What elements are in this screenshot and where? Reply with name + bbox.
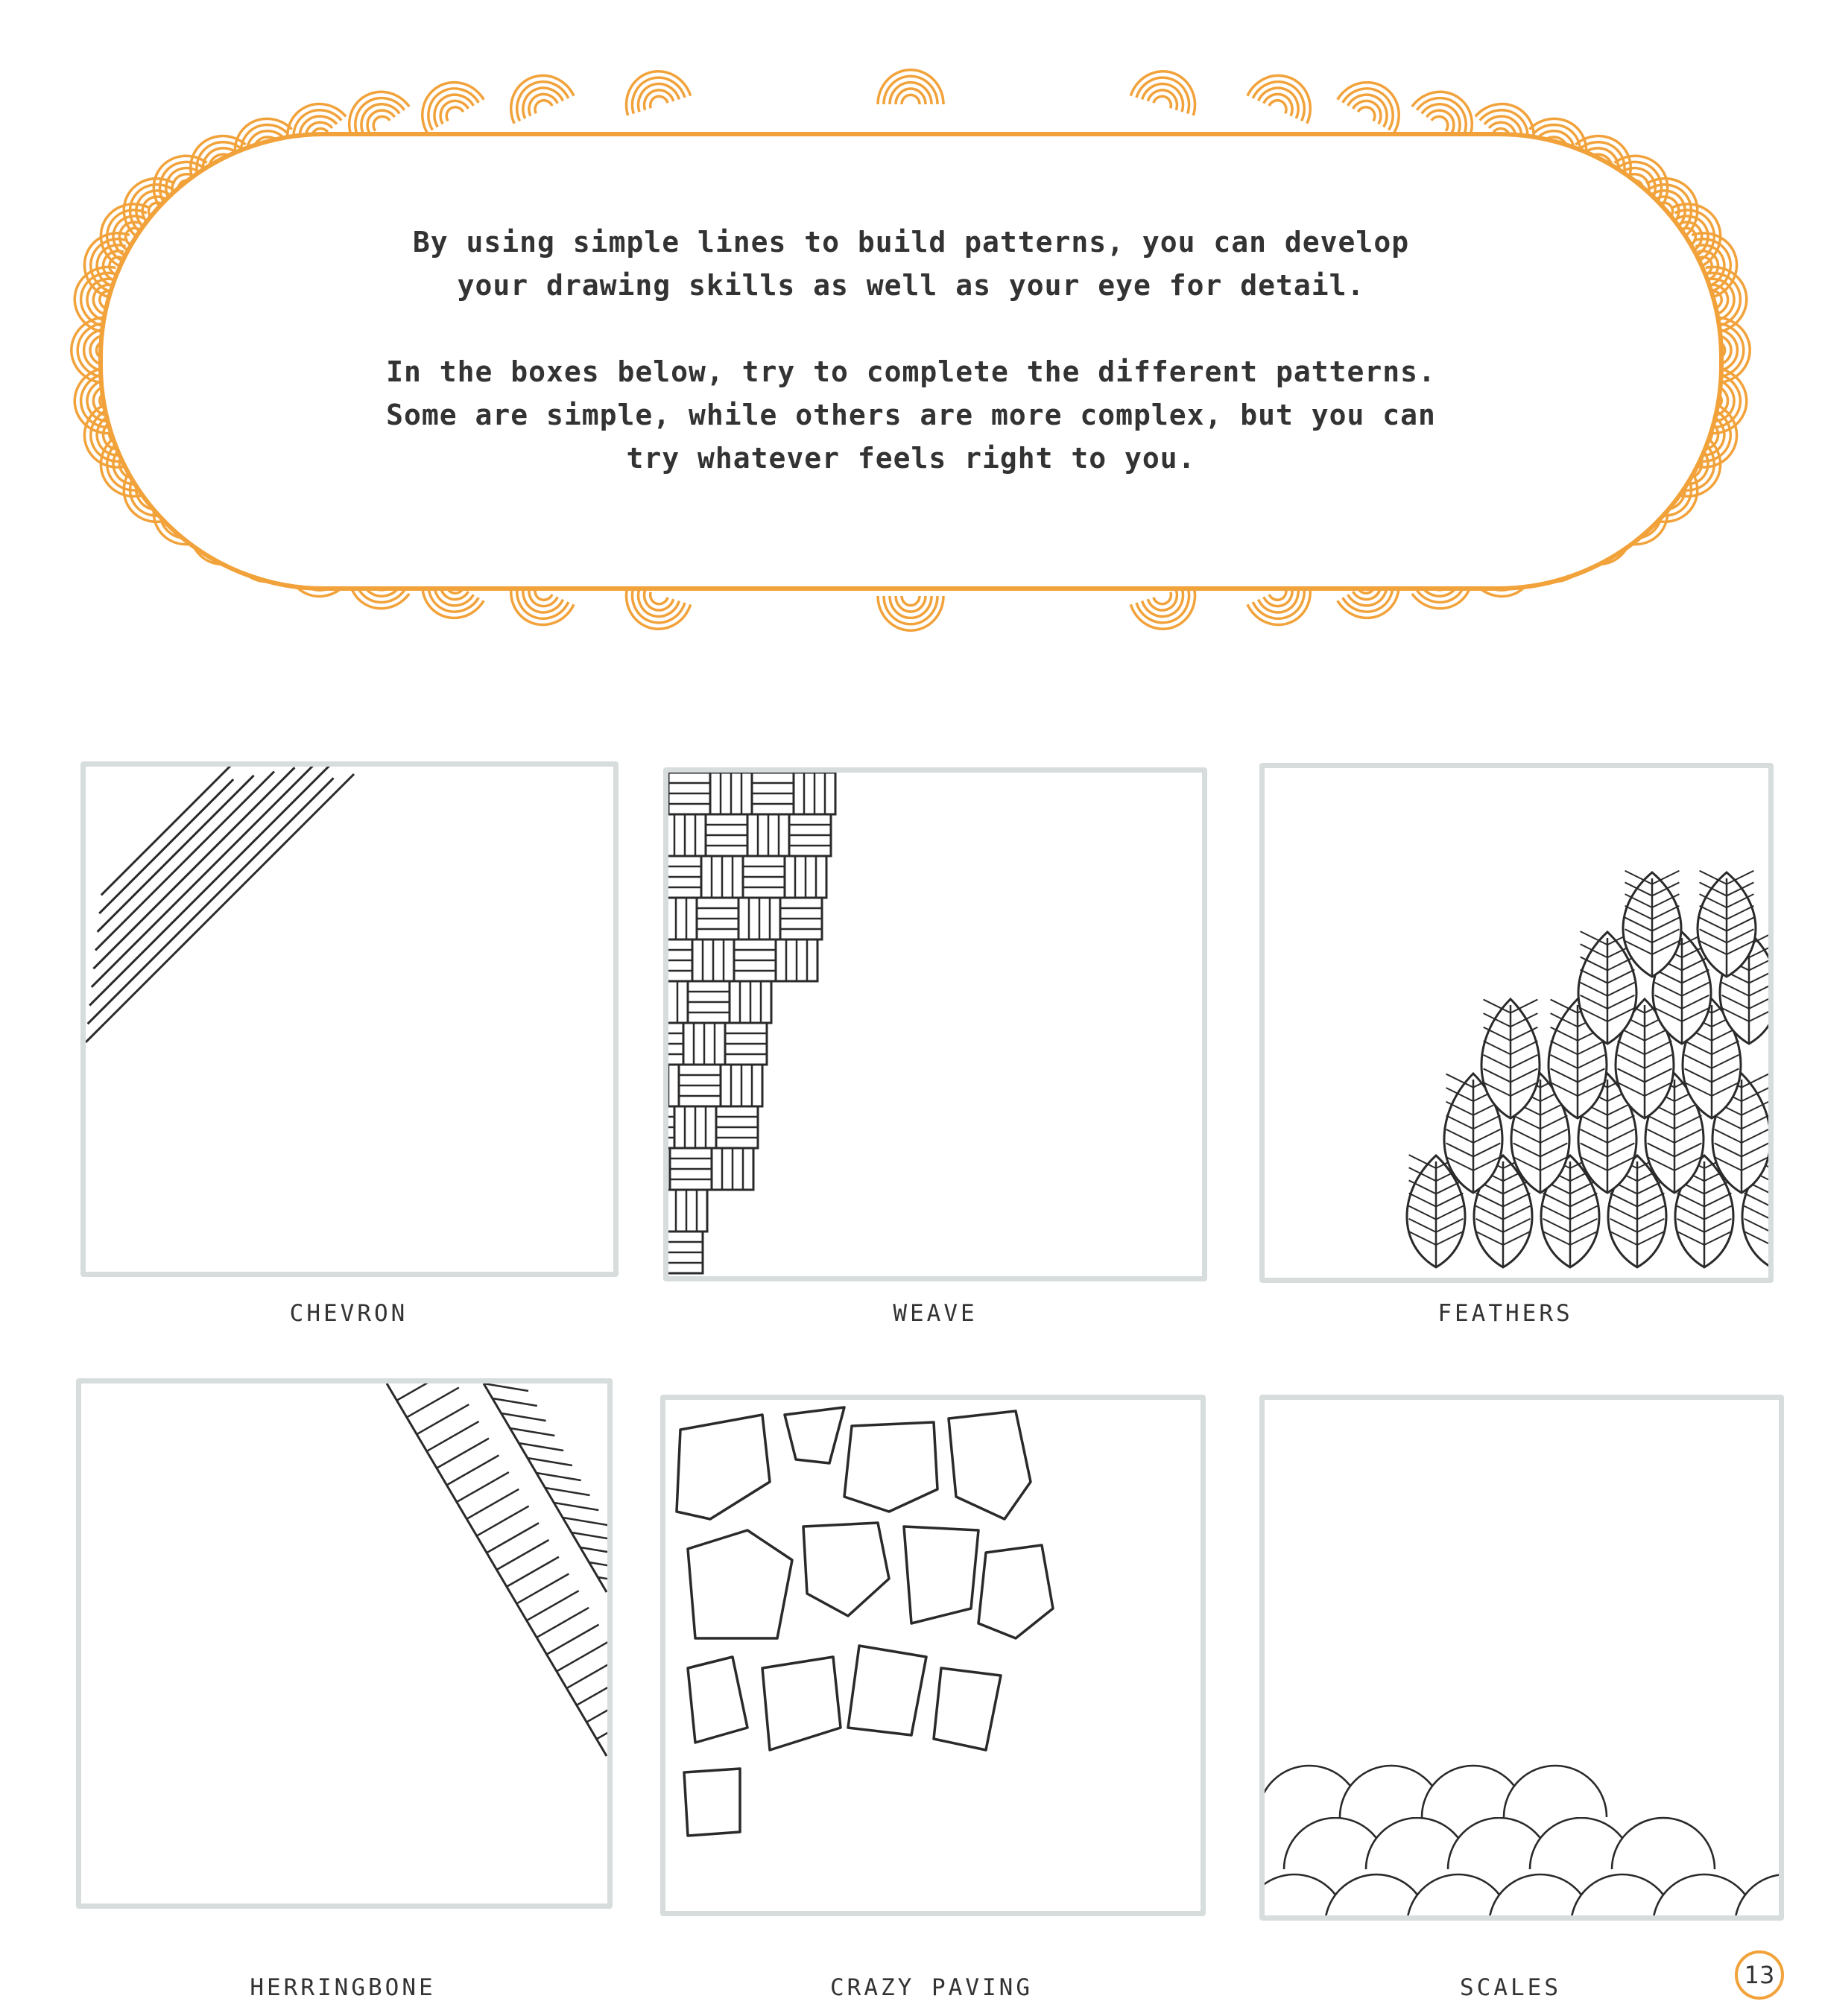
weave-tile [776, 939, 817, 981]
weave-tile [668, 856, 701, 898]
intro-paragraph-2: In the boxes below, try to complete the different patterns. Some are simple, while others are more complex, but you can try whatever feels right to you. [386, 355, 1436, 475]
paving-stone [803, 1523, 889, 1616]
scallop-icon [1130, 585, 1203, 637]
weave-tile [780, 898, 822, 939]
weave-tile [716, 1106, 758, 1148]
weave-pattern-box[interactable] [663, 767, 1207, 1281]
scallop-icon [618, 585, 691, 637]
weave-tile [738, 898, 780, 939]
weave-tile [730, 981, 771, 1023]
chevron-line [98, 776, 254, 932]
paving-stone [762, 1657, 841, 1750]
weave-tile [789, 814, 831, 856]
chevron-label: CHEVRON [289, 1300, 408, 1327]
chevron-line [93, 767, 294, 969]
herringbone-label: HERRINGBONE [250, 1974, 436, 2001]
scallop-icon [1247, 65, 1321, 124]
paving-stone [677, 1415, 770, 1519]
weave-label: WEAVE [893, 1300, 978, 1327]
scallop-icon [878, 70, 943, 104]
weave-tile [692, 939, 734, 981]
chevron-line [95, 772, 274, 951]
intro-text [224, 221, 1598, 523]
scales-pattern-box[interactable] [1259, 1395, 1784, 1921]
weave-tile [668, 939, 692, 981]
paving-stone [978, 1545, 1053, 1638]
chevron-line [88, 778, 334, 1024]
weave-tile [785, 856, 826, 898]
weave-pattern-drawing [668, 773, 1207, 1281]
weave-tile [701, 856, 743, 898]
weave-tile [679, 1065, 721, 1106]
weave-tile [668, 773, 710, 814]
paving-stone [949, 1411, 1031, 1519]
chevron-pattern-box[interactable] [80, 761, 619, 1277]
scales-pattern-drawing [1265, 1400, 1784, 1921]
scallop-icon [618, 63, 691, 115]
weave-tile [668, 1232, 703, 1273]
scallop-icon [410, 70, 484, 133]
chevron-line [99, 779, 233, 913]
weave-tile [743, 856, 785, 898]
chevron-line [86, 774, 354, 1042]
weave-tile [721, 1065, 762, 1106]
paving-stone [904, 1527, 978, 1623]
intro-paragraph-1: By using simple lines to build patterns, you can develop your drawing skills as well as your eye for detail. [412, 226, 1410, 302]
chevron-pattern-drawing [86, 767, 619, 1277]
crazy-paving-pattern-drawing [665, 1400, 1206, 1916]
paving-stone [684, 1769, 740, 1836]
herringbone-pattern-box[interactable] [76, 1378, 613, 1909]
paving-stone [785, 1407, 844, 1463]
weave-tile [668, 814, 706, 856]
herringbone-pattern-drawing [81, 1383, 613, 1909]
weave-tile [683, 1023, 725, 1065]
chevron-line [92, 767, 315, 987]
crazy-paving-pattern-box[interactable] [660, 1395, 1206, 1916]
scallop-icon [1338, 70, 1411, 133]
scallop-icon [1130, 63, 1203, 115]
paving-stone [848, 1646, 926, 1735]
weave-tile [752, 773, 794, 814]
weave-tile [688, 981, 730, 1023]
weave-tile [668, 898, 697, 939]
weave-tile [668, 1190, 707, 1232]
weave-tile [706, 814, 747, 856]
feathers-label: FEATHERS [1437, 1300, 1573, 1327]
scale-arc [1612, 1818, 1715, 1869]
scale-arc [1735, 1874, 1784, 1921]
weave-tile [668, 1023, 683, 1065]
weave-tile [668, 981, 688, 1023]
crazy-paving-label: CRAZY PAVING [830, 1974, 1033, 2001]
scallop-icon [878, 596, 943, 630]
page-number: 13 [1735, 1950, 1784, 2000]
scales-label: SCALES [1460, 1974, 1561, 2001]
weave-tile [747, 814, 789, 856]
scallop-icon [500, 65, 574, 124]
weave-tile [674, 1106, 716, 1148]
paving-stone [934, 1668, 1001, 1750]
feathers-pattern-drawing [1265, 768, 1774, 1283]
weave-tile [712, 1148, 753, 1190]
herringbone-strip [387, 1383, 613, 1756]
paving-stone [844, 1422, 937, 1512]
weave-tile [668, 1065, 679, 1106]
weave-tile [710, 773, 752, 814]
paving-stone [688, 1530, 792, 1638]
feathers-pattern-box[interactable] [1259, 763, 1774, 1283]
weave-tile [734, 939, 776, 981]
weave-tile [794, 773, 835, 814]
feather-leaf [1481, 999, 1540, 1118]
paving-stone [688, 1657, 747, 1743]
weave-tile [670, 1148, 712, 1190]
weave-tile [725, 1023, 767, 1065]
scale-arc [1504, 1766, 1607, 1817]
weave-tile [697, 898, 738, 939]
